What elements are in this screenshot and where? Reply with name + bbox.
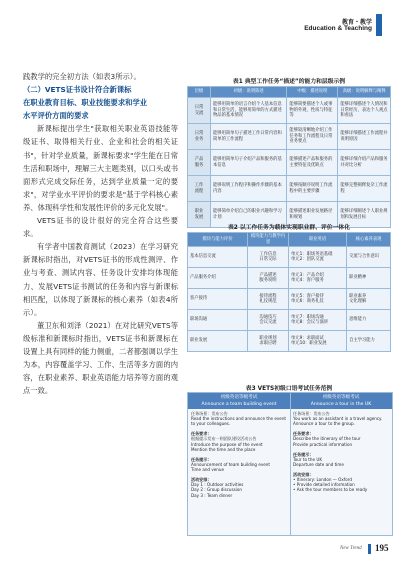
table1 [187, 86, 391, 228]
table1-level-cell: 职业 发展 [188, 202, 211, 228]
table3-line: 活动安排： [293, 472, 314, 478]
table2-cell: 产品服务介绍 [188, 268, 248, 289]
table2-header-cell: 核心素养表现 [347, 233, 391, 247]
table1-cell: 能够详细介绍产品和服务并对比分析 [338, 150, 391, 176]
paragraph: 董卫东和刘泽（2021）在对比研究VETS等级标准和新课标时指出，VETS证书和新课标在设置上具有同样的能力侧重，二者都强调以学生为本，内容覆盖学习、工作、生活等多方面的内容，在职业素养、职业英语能力培养等方面的观点一致。 [23, 320, 178, 396]
table2-cell: 产品描述 服务说明 [248, 268, 289, 289]
table1-header-cell: 中级：描述说明 [287, 87, 338, 98]
table3 [187, 392, 393, 536]
table1-row [188, 124, 391, 150]
table1-cell: 能够完整阐释复杂工作流程 [338, 176, 391, 202]
table1-cell: 能够用简单句子介绍产品和服务的基本信息 [211, 150, 287, 176]
table2-cell: 单元7：职场沟通 单元8：会议与演讲 [289, 310, 347, 331]
table2-row [188, 247, 391, 268]
table2-cell: 工作信息 日常交际 [248, 247, 289, 268]
table1-level-cell: 日常 业务 [188, 124, 211, 150]
table1-cell: 能够简要描述个人或事物的外观、性质与特征等 [287, 98, 338, 124]
journal-name: New Trend [340, 546, 362, 551]
table1-header-cell: 层级 [188, 87, 211, 98]
table3-right-column [293, 411, 389, 493]
table3-line: Day 3 : Team dinner [191, 492, 233, 498]
table3-line: • Ask the tour members to be ready [293, 487, 368, 493]
table1-level-cell: 产品 服务 [188, 150, 211, 176]
table2-cell: 职业素养 文化理解 [347, 289, 391, 310]
table3-line: 根据提示发布一则团队建设活动公告 [191, 436, 257, 442]
table2-row [188, 310, 391, 331]
table1-cell: 能够按顺序说明工作流程中的主要步骤 [287, 176, 338, 202]
table2-cell: 单元5：客户接待 单元6：商务礼仪 [289, 289, 347, 310]
table3-line: Announcement of team building event [191, 461, 270, 467]
section-heading: 水平评价方面的要求 [23, 111, 89, 121]
table1-cell: 能够说明工作程序和操作步骤的基本内容 [211, 176, 287, 202]
table3-line: Time and venue [191, 467, 224, 473]
table3-line: Introduce the purpose of the event [191, 441, 263, 447]
table1-cell: 能够详细描述个人情况和日常经历，表达个人观点和看法 [338, 98, 391, 124]
section-heading: （二）VETS证书设计符合新课标 [23, 85, 132, 95]
section-heading: 在职业教育目标、职业技能要求和学业 [23, 98, 148, 108]
table2-cell: 单元3：产品介绍 单元4：客户服务 [289, 268, 347, 289]
table2-cell: 单元1：职场英语基础 单元2：团队交流 [289, 247, 347, 268]
table1-level-cell: 工作 流程 [188, 176, 211, 202]
table2 [187, 232, 391, 352]
section-title-en: Education & Teaching [304, 25, 372, 32]
table2-row [188, 289, 391, 310]
page-number: 195 [375, 543, 389, 553]
table3-line: 任务要求： [191, 431, 212, 437]
table3-line: 任务场景：发布公告 [191, 411, 228, 416]
table2-cell: 基本信息交流 [188, 247, 248, 268]
body-text-column [23, 70, 178, 397]
table1-cell: 能够详细阐述个人职业规划和发展目标 [338, 202, 391, 228]
table3-line: Departure date and time [293, 461, 344, 467]
table1-level-cell: 日常 交流 [188, 98, 211, 124]
header-accent-bar [376, 14, 382, 36]
table3-line: Provide practical information [293, 441, 353, 447]
table2-caption: 表2 以工作任务为载体实现职业群、评价一体化 [228, 225, 350, 231]
table3-line: You work as an assistant in a travel agency. Announce a tour to the group. [293, 416, 383, 427]
table3-line: 活动安排： [191, 477, 212, 483]
table2-row [188, 331, 391, 352]
table2-cell: 职业规划 求职应聘 [248, 331, 289, 352]
table2-header-cell: 模块与能力评价 [188, 233, 248, 247]
paragraph: 有学者中国教育测试（2023）在学习研究新课标时指出，对VETS证书的形成性测评、作业与考查、测试内容、任务设计安排均体现能力、发展VETS证书测试的任务和内容与新课标相匹配，以体现了新课标的核心素养（如表4所示）。 [23, 242, 178, 317]
table2-header-cell: 职业英语 [289, 233, 347, 247]
table3-line: Describe the itinerary of the tour [293, 436, 361, 442]
table1-cell: 能够详细描述工作流程并说明原因 [338, 124, 391, 150]
table3-left-header: 初级英语等级考试 Announce a team building event [188, 393, 290, 409]
page-header [252, 0, 402, 40]
page-number-bar [368, 544, 371, 554]
table3-line: 任务场景：发布公告 [293, 411, 330, 416]
table1-cell: 能够用简单的语言介绍个人基本信息和日常生活，能够用简单的方式描述物品的基本情况 [211, 98, 287, 124]
table3-right-header: 初级英语等级考试 Announce a tour in the UK [290, 393, 392, 409]
table2-cell: 客户接待 [188, 289, 248, 310]
table1-cell: 能够描述产品和服务的主要特征及优缺点 [287, 150, 338, 176]
table3-line: Read the instructions and announce the event to your colleagues. [191, 416, 287, 427]
paragraph: VETS证书的设计很好的完全符合这些要求。 [23, 216, 178, 239]
table3-divider [290, 393, 291, 535]
table2-row [188, 268, 391, 289]
table2-cell: 单元9：求职面试 单元10：职业发展 [289, 331, 347, 352]
table3-caption: 表3 VETS初级口语考试任务范例 [245, 386, 333, 392]
table2-cell: 沟通技巧 会议交流 [248, 310, 289, 331]
table1-caption: 表1 典型工作任务“描述”的能力和层级示例 [232, 79, 346, 85]
table3-line: Day 2 : Group discussion [191, 487, 242, 493]
table1-header-cell: 初级：说明陈述 [211, 87, 287, 98]
table3-line: • Itinerary: London — Oxford [293, 477, 352, 483]
table1-header-cell: 高级：说明解释与阐释 [338, 87, 391, 98]
table3-left-column [191, 411, 287, 498]
table1-cell: 能够描述职业发展路径和规划 [287, 202, 338, 228]
table2-cell: 职业发展 [188, 331, 248, 352]
table3-line: 任务要求： [293, 431, 314, 437]
table2-header-cell: 模块能力与教学内容 [248, 233, 289, 247]
table2-cell: 思维能力 [347, 310, 391, 331]
table2-cell: 自主学习能力 [347, 331, 391, 352]
table1-row [188, 176, 391, 202]
section-title: 教育・教学 [341, 19, 372, 26]
table3-line: 任务提示： [191, 456, 212, 462]
table3-line: Tour to the UK [293, 456, 322, 462]
table1-cell: 能够较清晰地介绍工作任务和工作流程及日常业务要点 [287, 124, 338, 150]
table1-row [188, 98, 391, 124]
table3-line: • Provide detailed information [293, 482, 355, 488]
table1-cell: 能够用简单句子描述工作日常内容和简单的工作流程 [211, 124, 287, 150]
table2-cell: 职场沟通 [188, 310, 248, 331]
table2-cell: 职业精神 [347, 268, 391, 289]
paragraph: 新课标提出学生"获取相关职业英语技能等级证书、取得相关行业、企业和社会的相关证书"，针对学业质量，新课标要求"学生能在日常生活和职场中，理解三大主题类别，以口头或书面形式完成交际任务，达到学业质量一定的要求"，对学业水平评价的要求是"基于学科核心素养、体现科学性和发展性评价的多元化发展"。 [23, 124, 178, 212]
table2-cell: 接待流程 礼仪规范 [248, 289, 289, 310]
table3-line: Day 1 : Outdoor activities [191, 482, 244, 488]
table1-row [188, 150, 391, 176]
table1-cell: 能够简单介绍自己的职业兴趣和学习计划 [211, 202, 287, 228]
paragraph: 践教学的完全初方法（如表3所示）。 [23, 72, 141, 81]
table2-cell: 交流与合作意识 [347, 247, 391, 268]
table3-line: Mention the time and the place [191, 446, 256, 452]
table3-line: 任务提示： [293, 451, 314, 457]
